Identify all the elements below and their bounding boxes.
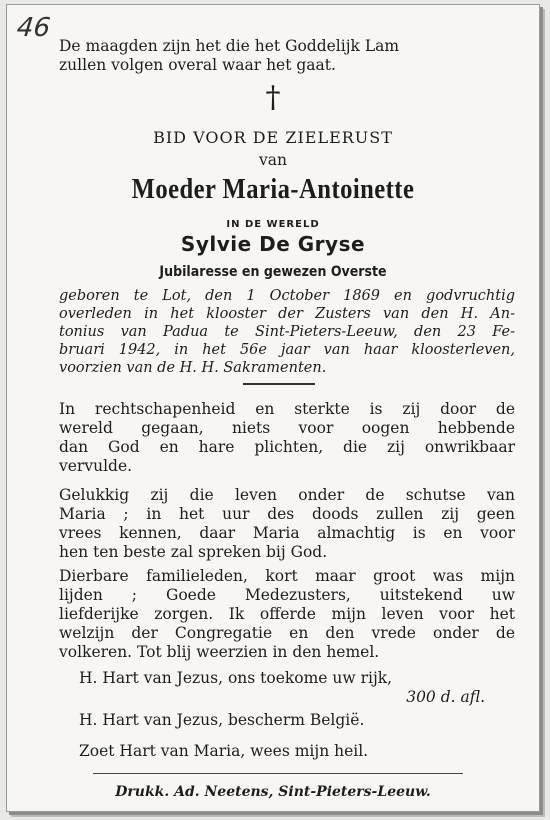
in-de-wereld-label: IN DE WERELD — [226, 219, 320, 230]
divider-short — [243, 383, 315, 385]
paragraph2-line-4: hen ten beste zal spreken bij God. — [59, 543, 328, 561]
paragraph3-line-3: liefderijke zorgen. Ik offerde mijn leven voor het — [59, 605, 515, 623]
van-label: van — [259, 151, 287, 169]
handwritten-page-number: 46 — [15, 13, 52, 43]
paragraph3-line-5: volkeren. Tot blij weerzien in den hemel. — [59, 643, 380, 661]
bio-line-4: bruari 1942, in het 56e jaar van haar kloosterleven, — [59, 342, 515, 358]
bio-line-3: tonius van Padua te Sint-Pieters-Leeuw, den 23 Fe- — [59, 324, 515, 340]
memorial-card — [6, 4, 540, 812]
header-line-1: De maagden zijn het die het Goddelijk Lam — [59, 37, 400, 55]
worldly-name: Sylvie De Gryse — [180, 232, 366, 256]
bio-line-5: voorzien van de H. H. Sakramenten. — [59, 360, 327, 376]
header-line-2: zullen volgen overal waar het gaat. — [59, 56, 336, 74]
paragraph3-line-4: welzijn der Congregatie en den vrede onder de — [59, 624, 515, 642]
paragraph1-line-1: In rechtschapenheid en sterkte is zij door de — [59, 400, 515, 418]
paragraph1-line-4: vervulde. — [59, 457, 133, 475]
paragraph2-line-2: Maria ; in het uur des doods zullen zij geen — [59, 505, 515, 523]
prayer-3: Zoet Hart van Maria, wees mijn heil. — [79, 742, 369, 760]
prayer-1: H. Hart van Jezus, ons toekome uw rijk, — [79, 669, 393, 687]
paragraph3-line-1: Dierbare familieleden, kort maar groot was mijn — [59, 567, 515, 585]
deceased-name: Moeder Maria-Antoinette — [131, 174, 415, 205]
paragraph3-line-2: lijden ; Goede Medezusters, uitstekend uw — [59, 586, 515, 604]
prayer-1-indulgence: 300 d. afl. — [406, 688, 485, 706]
bio-line-1: geboren te Lot, den 1 October 1869 en godvruchtig — [59, 288, 515, 304]
cross-icon: † — [265, 80, 281, 115]
paragraph2-line-3: vrees kennen, daar Maria almachtig is en voor — [59, 524, 515, 542]
bio-line-2: overleden in het klooster der Zusters van den H. An- — [59, 306, 515, 322]
bid-heading: BID VOOR DE ZIELERUST — [153, 128, 393, 147]
divider-long — [93, 773, 463, 774]
prayer-2: H. Hart van Jezus, bescherm België. — [79, 711, 365, 729]
role-line: Jubilaresse en gewezen Overste — [159, 264, 387, 280]
paragraph2-line-1: Gelukkig zij die leven onder de schutse van — [59, 486, 515, 504]
printer-credit: Drukk. Ad. Neetens, Sint-Pieters-Leeuw. — [115, 784, 431, 800]
paragraph1-line-2: wereld gegaan, niets voor oogen hebbende — [59, 419, 515, 437]
paragraph1-line-3: dan God en hare plichten, die zij onwrikbaar — [59, 438, 515, 456]
